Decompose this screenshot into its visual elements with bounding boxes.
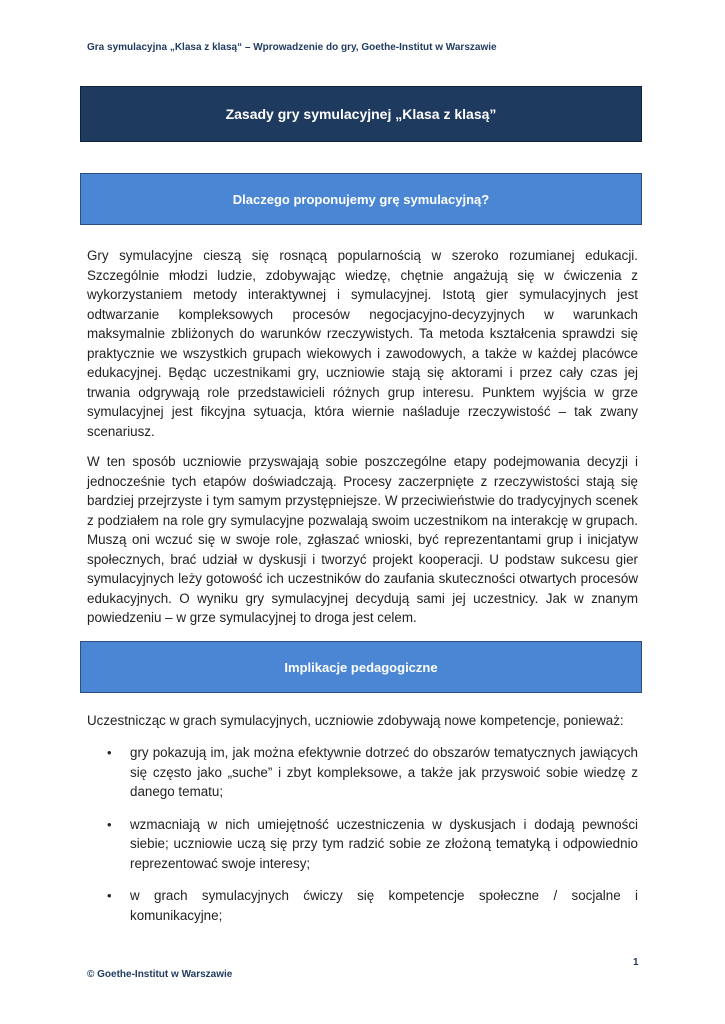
list-item (87, 815, 638, 874)
running-header: Gra symulacyjna „Klasa z klasą“ – Wprowadzenie do gry, Goethe-Institut w Warszawie (87, 42, 497, 53)
bullet-icon: • (107, 888, 112, 903)
implications-list (87, 743, 638, 938)
paragraph-2: W ten sposób uczniowie przyswajają sobie poszczególne etapy podejmowania decyzji i jednocześnie tych etapów doświadczają. Procesy zaczerpnięte z rzeczywistości stają się bardziej przejrzyste i tym samym przystępniejsze. W przeciwieństwie do tradycyjnych scenek z podziałem na role gry symulacyjne pozwalają swoim uczestnikom na interakcję w grupach. Muszą oni wczuć się w swoje role, zgłaszać wnioski, być reprezentantami grup i inicjatyw społecznych, brać udział w dyskusji i tworzyć projekt kooperacji. U podstaw sukcesu gier symulacyjnych leży gotowość ich uczestników do zaufania skuteczności otwartych procesów edukacyjnych. O wyniku gry symulacyjnej decydują sami jej uczestnicy. Jak w znanym powiedzeniu – w grze symulacyjnej to droga jest celem. (87, 454, 638, 625)
section-heading-why: Dlaczego proponujemy grę symulacyjną? (232, 191, 490, 207)
footer-copyright: © Goethe-Institut w Warszawie (87, 969, 233, 980)
document-title: Zasady gry symulacyjnej „Klasa z klasą” (225, 106, 497, 122)
document-title-banner (80, 86, 642, 142)
section-heading-banner-implications (80, 641, 642, 693)
bullet-icon: • (107, 816, 112, 832)
list-item-text: gry pokazują im, jak można efektywnie dotrzeć do obszarów tematycznych jawiących się często jako „suche” i zbyt kompleksowe, a także jak przyswoić sobie wiedzę z danego tematu; (130, 745, 638, 799)
page-number: 1 (633, 957, 639, 968)
section-heading-implications: Implikacje pedagogiczne (284, 659, 438, 675)
bullet-icon: • (107, 745, 112, 760)
list-item-text: wzmacniają w nich umiejętność uczestniczenia w dyskusjach i dodają pewności siebie; uczniowie uczą się przy tym radzić sobie ze złożoną tematyką i odpowiednio reprezentować swoje interesy; (130, 816, 638, 871)
list-item (87, 743, 638, 802)
section-heading-banner-why (80, 173, 642, 225)
list-item-text: w grach symulacyjnych ćwiczy się kompetencje społeczne / socjalne i komunikacyjne; (130, 888, 638, 923)
list-item (87, 886, 638, 925)
implications-intro: Uczestnicząc w grach symulacyjnych, uczniowie zdobywają nowe kompetencje, ponieważ: (87, 713, 624, 728)
paragraph-1: Gry symulacyjne cieszą się rosnącą popularnością w szeroko rozumianej edukacji. Szczególnie młodzi ludzie, zdobywając wiedzę, chętnie angażują się w ćwiczenia z wykorzystaniem metody interaktywnej i symulacyjnej. Istotą gier symulacyjnych jest odtwarzanie kompleksowych procesów negocjacyjno-decyzyjnych w warunkach maksymalnie zbliżonych do warunków rzeczywistych. Ta metoda kształcenia sprawdzi się praktycznie we wszystkich grupach wiekowych i zawodowych, a także w każdej placówce edukacyjnej. Będąc uczestnikami gry, uczniowie stają się aktorami i przez cały czas jej trwania odgrywają role przedstawicieli różnych grup interesu. Punktem wyjścia w grze symulacyjnej jest fikcyjna sytuacja, która wiernie naśladuje rzeczywistość – tak zwany scenariusz. (87, 248, 638, 439)
